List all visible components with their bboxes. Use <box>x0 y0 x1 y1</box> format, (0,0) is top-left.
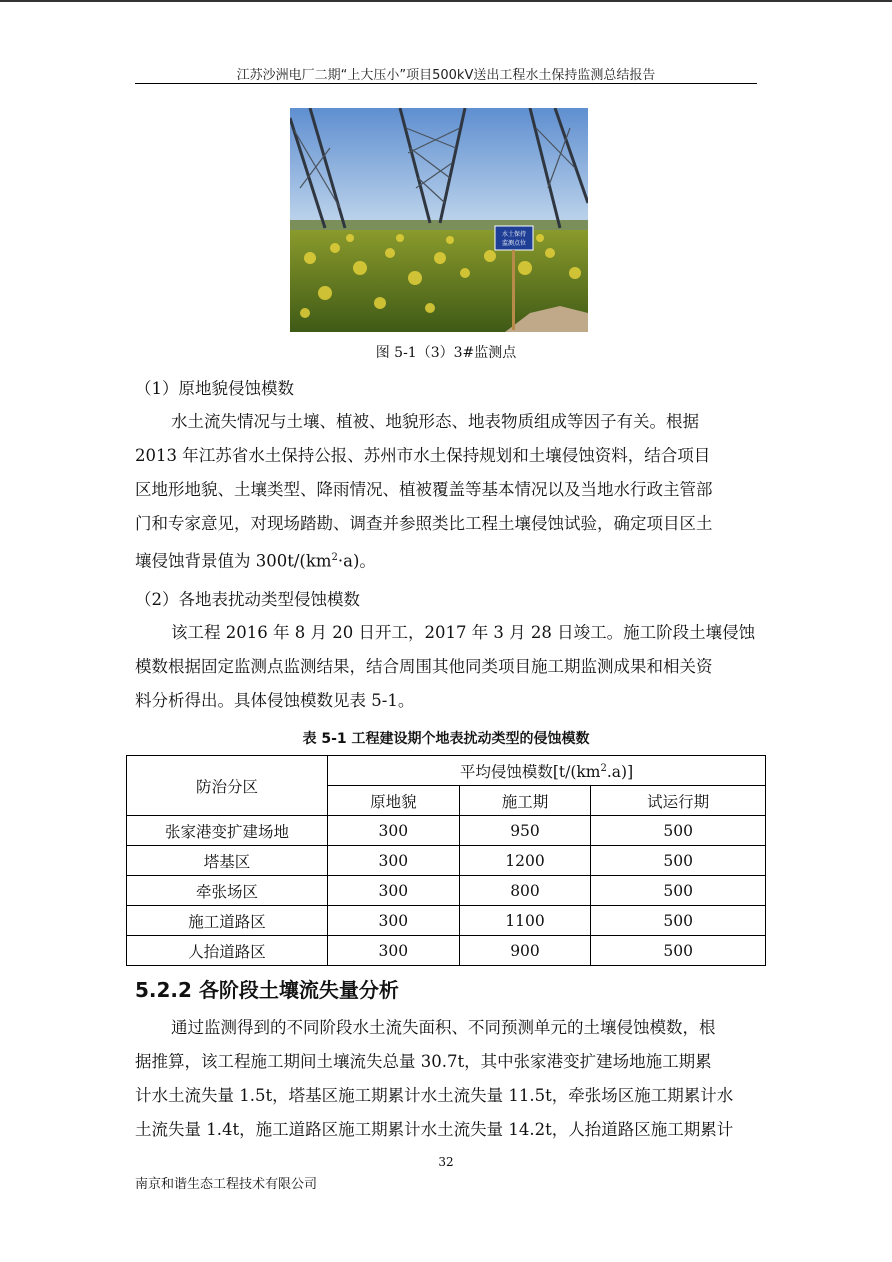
cell-zone: 塔基区 <box>127 846 328 876</box>
cell-original: 300 <box>328 906 460 936</box>
cell-zone: 人抬道路区 <box>127 936 328 966</box>
paragraph-line: 壤侵蚀背景值为 $300t/(km^2\cdot a)$。 <box>135 551 376 571</box>
header-trial: 试运行期 <box>591 786 766 816</box>
footer-company: 南京和谐生态工程技术有限公司 <box>135 1177 318 1192</box>
header-construction: 施工期 <box>459 786 591 816</box>
header-rule <box>135 83 757 84</box>
paragraph-line: 据推算，该工程施工期间土壤流失总量 30.7t，其中张家港变扩建场地施工期累 <box>135 1052 712 1071</box>
cell-original: 300 <box>328 846 460 876</box>
table-row <box>127 846 766 876</box>
figure-caption: 图 5-1（3）3#监测点 <box>375 345 517 361</box>
cell-construction: 800 <box>459 876 591 906</box>
page-number: 32 <box>438 1155 454 1169</box>
table-row <box>127 816 766 846</box>
paragraph-line: 门和专家意见，对现场踏勘、调查并参照类比工程土壤侵蚀试验，确定项目区土 <box>135 514 713 533</box>
cell-zone: 张家港变扩建场地 <box>127 816 328 846</box>
cell-trial: 500 <box>591 876 766 906</box>
header-zone: 防治分区 <box>127 756 328 816</box>
cell-construction: 950 <box>459 816 591 846</box>
paragraph-line: 通过监测得到的不同阶段水土流失面积、不同预测单元的土壤侵蚀模数，根 <box>171 1018 716 1037</box>
table-header-row <box>127 756 766 786</box>
cell-construction: 900 <box>459 936 591 966</box>
section-heading: 5.2.2 各阶段土壤流失量分析 <box>135 978 399 1002</box>
running-header: 江苏沙洲电厂二期“上大压小”项目500kV送出工程水土保持监测总结报告 <box>236 68 656 83</box>
cell-construction: 1200 <box>459 846 591 876</box>
cell-trial: 500 <box>591 816 766 846</box>
paragraph-line: 2013 年江苏省水土保持公报、苏州市水土保持规划和土壤侵蚀资料，结合项目 <box>135 446 711 465</box>
cell-original: 300 <box>328 876 460 906</box>
subheading-original-erosion: （1）原地貌侵蚀模数 <box>135 379 294 398</box>
cell-zone: 牵张场区 <box>127 876 328 906</box>
paragraph-line: 模数根据固定监测点监测结果，结合周围其他同类项目施工期监测成果和相关资 <box>135 657 713 676</box>
cell-trial: 500 <box>591 936 766 966</box>
table-row <box>127 906 766 936</box>
sign-text-line2: 监测点位 <box>501 240 527 247</box>
paragraph-line: 计水土流失量 1.5t，塔基区施工期累计水土流失量 11.5t，牵张场区施工期累计水 <box>135 1086 734 1105</box>
cell-zone: 施工道路区 <box>127 906 328 936</box>
cell-trial: 500 <box>591 846 766 876</box>
page-top-border <box>0 0 892 2</box>
table-row <box>127 876 766 906</box>
header-average-erosion: 平均侵蚀模数$[t/(km^2.a)]$ <box>328 756 766 786</box>
paragraph-line: 该工程 2016 年 8 月 20 日开工，2017 年 3 月 28 日竣工。施工阶段土壤侵蚀 <box>171 623 756 642</box>
paragraph-line: 土流失量 1.4t，施工道路区施工期累计水土流失量 14.2t，人抬道路区施工期累计 <box>135 1120 734 1139</box>
table-title: 表 5-1 工程建设期个地表扰动类型的侵蚀模数 <box>302 731 590 747</box>
subheading-disturbance-erosion: （2）各地表扰动类型侵蚀模数 <box>135 590 360 609</box>
table-row <box>127 936 766 966</box>
cell-trial: 500 <box>591 906 766 936</box>
paragraph-line: 料分析得出。具体侵蚀模数见表 5-1。 <box>135 691 415 710</box>
cell-construction: 1100 <box>459 906 591 936</box>
sign-text-line1: 水土保持 <box>501 231 527 238</box>
header-original: 原地貌 <box>328 786 460 816</box>
erosion-modulus-table <box>126 755 766 966</box>
monitoring-point-photo <box>290 108 588 332</box>
paragraph-line: 水土流失情况与土壤、植被、地貌形态、地表物质组成等因子有关。根据 <box>171 412 699 431</box>
paragraph-line: 区地形地貌、土壤类型、降雨情况、植被覆盖等基本情况以及当地水行政主管部 <box>135 480 713 499</box>
cell-original: 300 <box>328 936 460 966</box>
cell-original: 300 <box>328 816 460 846</box>
